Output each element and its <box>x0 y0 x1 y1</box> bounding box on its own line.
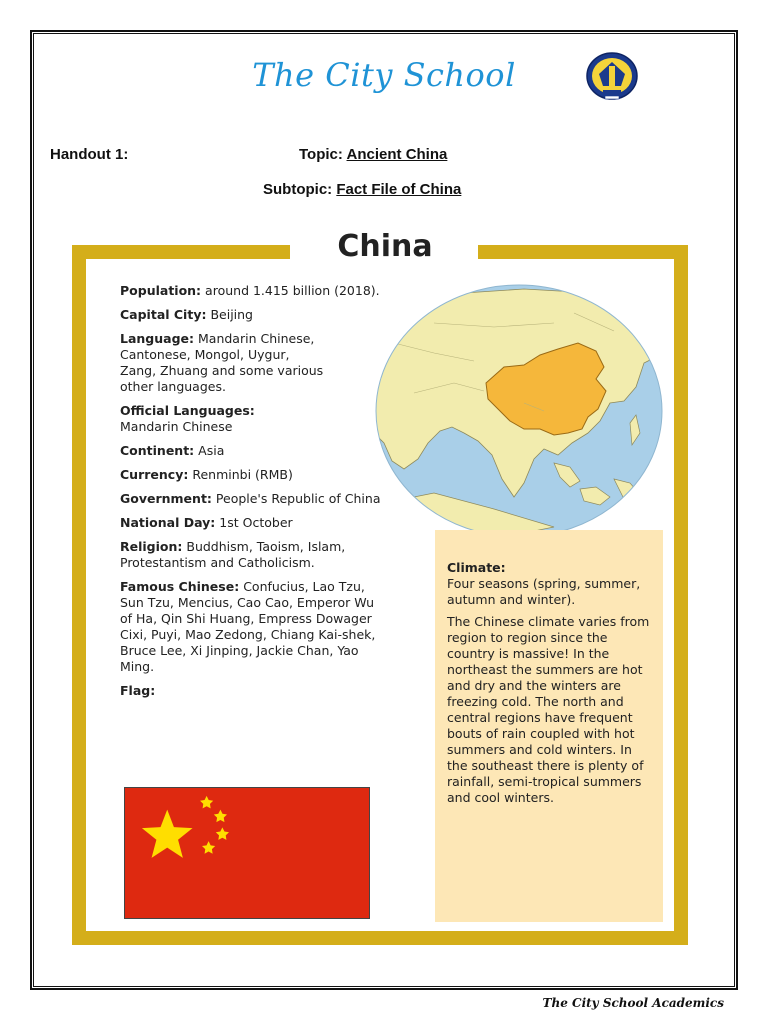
topic-label: Topic: <box>299 146 343 163</box>
topic-line <box>299 146 447 163</box>
climate-box <box>435 530 663 922</box>
fact-religion: Religion: Buddhism, Taoism, Islam, Protestantism and Catholicism. <box>120 539 346 570</box>
fact-famous-chinese: Famous Chinese: Confucius, Lao Tzu, Sun Tzu, Mencius, Cao Cao, Emperor Wu of Ha, Qin Shi Huang, Empress Dowager Cixi, Puyi, Mao Zedong, Chiang Kai-shek, Bruce Lee, Xi Jinping, Jackie Chan, Yao Ming. <box>120 579 376 674</box>
footer-text: The City School Academics <box>542 996 724 1010</box>
climate-heading: Climate: <box>447 560 506 575</box>
asia-map-image <box>374 283 664 539</box>
facts-list <box>120 283 385 707</box>
flag-label: Flag: <box>120 683 156 698</box>
fact-national-day: National Day: 1st October <box>120 515 293 530</box>
fact-language: Language: Mandarin Chinese, Cantonese, Mongol, Uygur, Zang, Zhuang and some various other languages. <box>120 331 324 394</box>
climate-body: The Chinese climate varies from region to region since the country is massive! In the northeast the summers are hot and dry and the winters are freezing cold. The north and central regions have frequent bouts of rain coupled with hot summers and cold winters. In the southeast there is plenty of rainfall, semi-tropical summers and cool winters. <box>447 614 650 805</box>
fact-continent: Continent: Asia <box>120 443 225 458</box>
china-fact-card <box>72 229 688 945</box>
frame-bottom <box>72 931 688 945</box>
subtopic-label: Subtopic: <box>263 181 333 198</box>
fact-population: Population: around 1.415 billion (2018). <box>120 283 380 298</box>
subtopic-value: Fact File of China <box>336 181 462 198</box>
fact-government: Government: People's Republic of China <box>120 491 381 506</box>
fact-currency: Currency: Renminbi (RMB) <box>120 467 293 482</box>
card-title: China <box>337 229 433 264</box>
school-crest-logo <box>583 52 641 104</box>
china-flag-image <box>124 787 370 919</box>
topic-value: Ancient China <box>346 146 448 163</box>
fact-capital-city: Capital City: Beijing <box>120 307 253 322</box>
frame-left <box>72 245 86 945</box>
frame-top-left <box>72 245 290 259</box>
frame-top-right <box>478 245 688 259</box>
subtopic-line <box>263 181 461 198</box>
school-title: The City School <box>252 56 516 94</box>
frame-right <box>674 245 688 945</box>
fact-official-languages: Official Languages: Mandarin Chinese <box>120 403 255 434</box>
climate-intro: Four seasons (spring, summer, autumn and winter). <box>447 576 641 607</box>
handout-label: Handout 1: <box>50 146 129 163</box>
